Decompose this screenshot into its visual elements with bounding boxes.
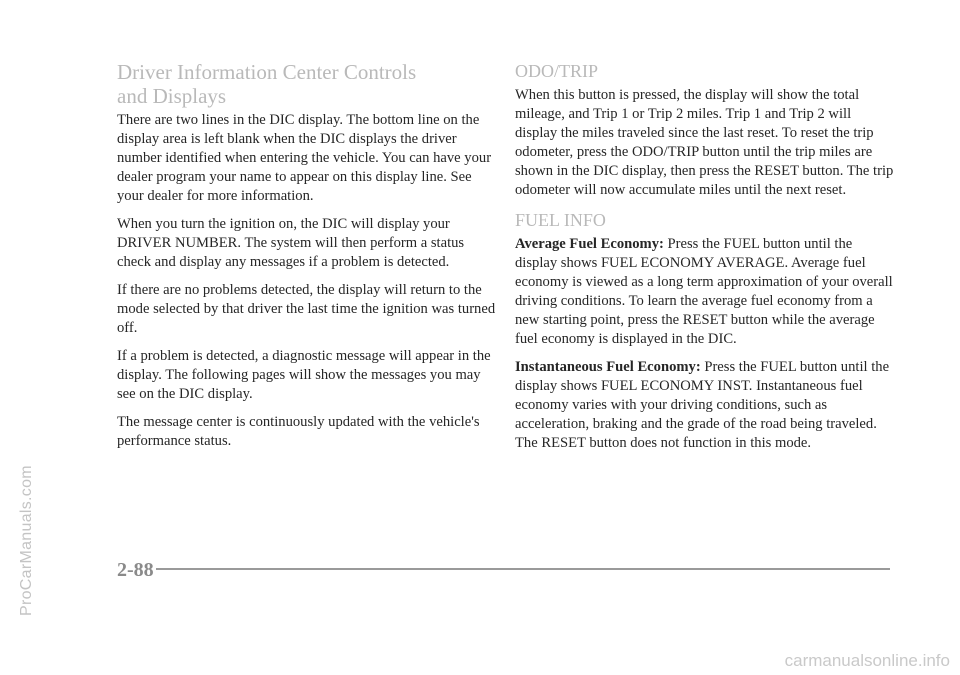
paragraph-ignition-on: When you turn the ignition on, the DIC will display your DRIVER NUMBER. The system will then perform a status check and display any messages if a problem is detected. <box>117 216 465 270</box>
subheading-odo-trip: ODO/TRIP <box>515 61 599 81</box>
instant-fuel-text: Press the FUEL button until the display shows FUEL ECONOMY INST. Instantaneous fuel economy varies with your driving conditions, such as acceleration, braking and the grade of the road being traveled. The RESET button does not function in this mode. <box>515 359 890 451</box>
paragraph-odo-trip: When this button is pressed, the display will show the total mileage, and Trip 1 or Trip 2 miles. Trip 1 and Trip 2 will display the miles traveled since the last reset. To reset the trip odometer, press the ODO/TRIP button until the trip miles are shown in the DIC display, then press the RESET button. The trip odometer will now accumulate miles until the next reset. <box>515 87 894 198</box>
subheading-fuel-info: FUEL INFO <box>515 210 606 230</box>
section-heading-dic <box>117 60 497 108</box>
average-fuel-label: Average Fuel Economy: <box>515 236 664 252</box>
side-watermark: ProCarManuals.com <box>18 465 35 616</box>
instant-fuel-label: Instantaneous Fuel Economy: <box>515 359 701 375</box>
paragraph-no-problems: If there are no problems detected, the display will return to the mode selected by that driver the last time the ignition was turned off. <box>117 282 496 336</box>
right-column <box>515 60 895 462</box>
paragraph-display-lines: There are two lines in the DIC display. The bottom line on the display area is left blank when the DIC displays the driver number identified when entering the vehicle. You can have your dealer program your name to appear on this display line. See your dealer for more information. <box>117 112 492 204</box>
average-fuel-text: Press the FUEL button until the display shows FUEL ECONOMY AVERAGE. Average fuel economy is viewed as a long term approximation of your overall driving conditions. To learn the average fuel economy from a new starting point, press the RESET button while the average fuel economy is displayed in the DIC. <box>515 236 893 347</box>
section-heading-line-2: and Displays <box>117 84 227 108</box>
footer-watermark: carmanualsonline.info <box>784 651 950 670</box>
page-number: 2-88 <box>117 559 154 581</box>
paragraph-message-center: The message center is continuously updated with the vehicle's performance status. <box>117 414 480 449</box>
paragraph-instant-fuel <box>515 358 895 453</box>
section-heading-line-1: Driver Information Center Controls <box>117 60 417 84</box>
paragraph-problem-detected: If a problem is detected, a diagnostic message will appear in the display. The following pages will show the messages you may see on the DIC display. <box>117 348 491 402</box>
paragraph-average-fuel <box>515 235 895 349</box>
footer-rule <box>156 568 890 570</box>
left-column <box>117 60 497 460</box>
